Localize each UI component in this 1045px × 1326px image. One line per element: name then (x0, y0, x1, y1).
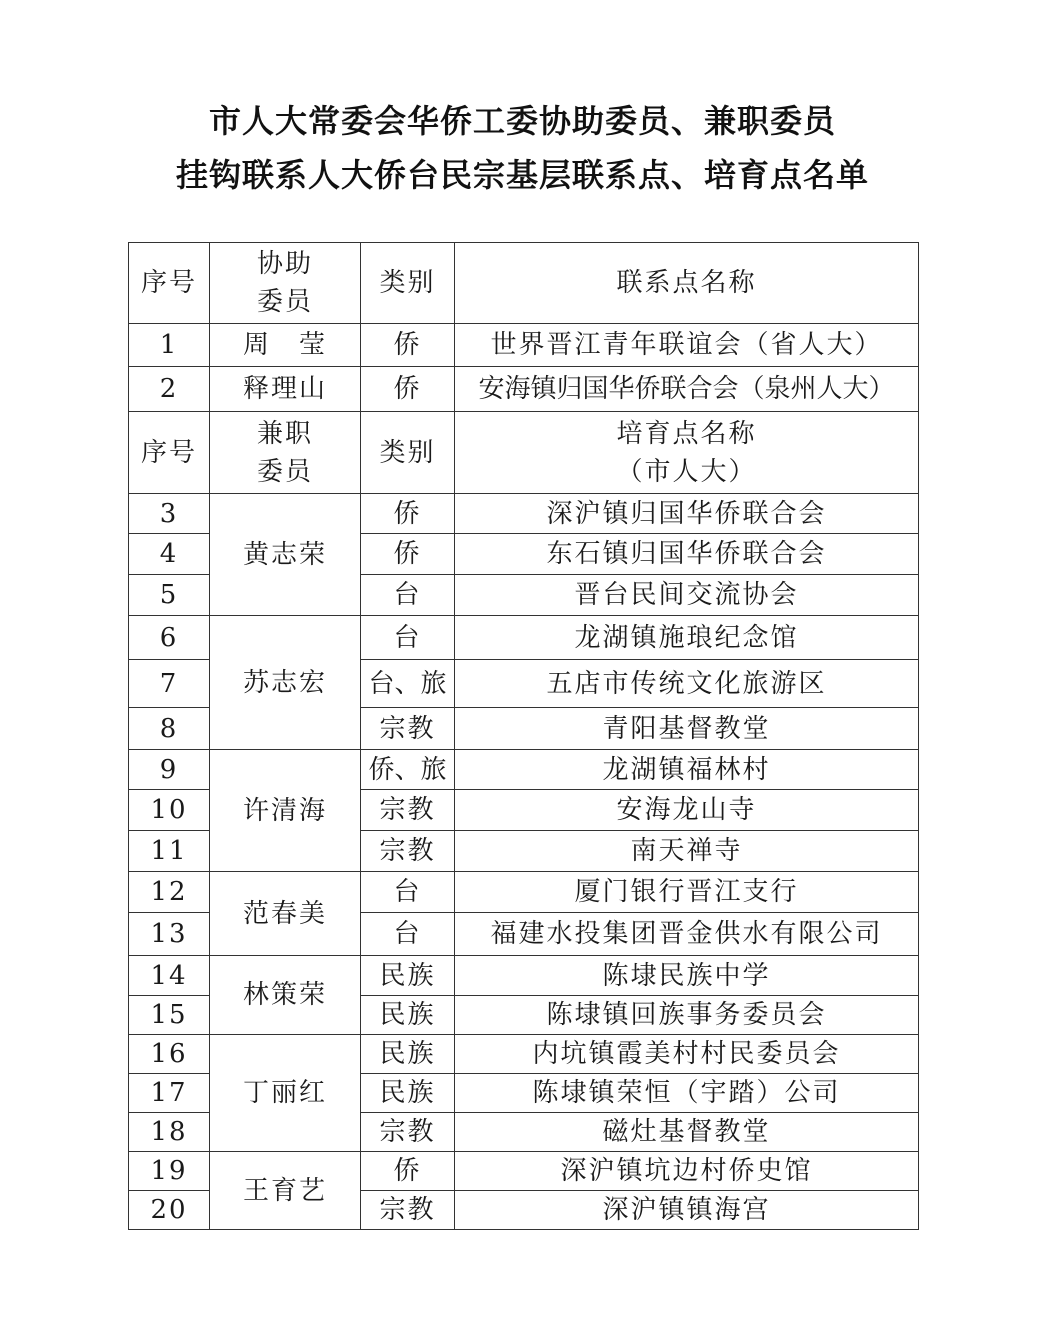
table-row (129, 616, 919, 660)
row-seq: 16 (129, 1035, 210, 1074)
table-header-row (129, 243, 919, 324)
row-seq: 9 (129, 750, 210, 790)
header-assist-member (210, 243, 361, 324)
row-point-name: 安海镇归国华侨联合会（泉州人大） (455, 367, 919, 412)
header-parttime-member (210, 412, 361, 494)
row-point-name: 陈埭镇回族事务委员会 (455, 996, 919, 1035)
row-category: 宗教 (361, 708, 455, 750)
row-seq: 18 (129, 1113, 210, 1152)
row-seq: 4 (129, 534, 210, 575)
row-point-name: 陈埭民族中学 (455, 956, 919, 996)
row-category: 台、旅 (361, 660, 455, 708)
row-seq: 14 (129, 956, 210, 996)
row-point-name: 厦门银行晋江支行 (455, 872, 919, 913)
row-member: 苏志宏 (210, 616, 361, 750)
row-category: 侨 (361, 324, 455, 367)
row-point-name: 东石镇归国华侨联合会 (455, 534, 919, 575)
row-seq: 15 (129, 996, 210, 1035)
member-contact-table (128, 242, 919, 1230)
header-contact-point-name: 联系点名称 (455, 243, 919, 324)
row-category: 宗教 (361, 790, 455, 831)
row-member: 黄志荣 (210, 494, 361, 616)
row-seq: 1 (129, 324, 210, 367)
row-point-name: 陈埭镇荣恒（宇踏）公司 (455, 1074, 919, 1113)
header-assist-member-line-2: 委员 (256, 287, 313, 317)
row-seq: 20 (129, 1191, 210, 1230)
document-title-line-2: 挂钩联系人大侨台民宗基层联系点、培育点名单 (175, 156, 869, 194)
row-point-name: 晋台民间交流协会 (455, 575, 919, 616)
row-point-name: 青阳基督教堂 (455, 708, 919, 750)
row-point-name: 内坑镇霞美村村民委员会 (455, 1035, 919, 1074)
table-row (129, 324, 919, 367)
row-seq: 12 (129, 872, 210, 913)
header-cultivation-point-line-2: （市人大） (616, 456, 757, 487)
table-row (129, 1152, 919, 1191)
table-row (129, 956, 919, 996)
row-point-name: 南天禅寺 (455, 831, 919, 872)
row-point-name: 福建水投集团晋金供水有限公司 (455, 913, 919, 956)
row-category: 侨 (361, 367, 455, 412)
row-point-name: 磁灶基督教堂 (455, 1113, 919, 1152)
row-category: 侨、旅 (361, 750, 455, 790)
row-point-name: 世界晋江青年联谊会（省人大） (455, 324, 919, 367)
row-member: 释理山 (210, 367, 361, 412)
row-category: 民族 (361, 956, 455, 996)
row-category: 侨 (361, 494, 455, 534)
header-cultivation-point-line-1: 培育点名称 (616, 418, 757, 449)
row-category: 民族 (361, 1074, 455, 1113)
row-seq: 2 (129, 367, 210, 412)
row-seq: 7 (129, 660, 210, 708)
header-category: 类别 (361, 243, 455, 324)
row-category: 民族 (361, 996, 455, 1035)
row-point-name: 龙湖镇施琅纪念馆 (455, 616, 919, 660)
row-seq: 17 (129, 1074, 210, 1113)
row-member: 丁丽红 (210, 1035, 361, 1152)
row-point-name: 深沪镇坑边村侨史馆 (455, 1152, 919, 1191)
row-seq: 19 (129, 1152, 210, 1191)
table-row (129, 1035, 919, 1074)
row-category: 宗教 (361, 1113, 455, 1152)
row-seq: 5 (129, 575, 210, 616)
row-category: 台 (361, 616, 455, 660)
header-cultivation-point-name (455, 412, 919, 494)
row-category: 民族 (361, 1035, 455, 1074)
header-category: 类别 (361, 412, 455, 494)
header-seq: 序号 (129, 243, 210, 324)
row-category: 侨 (361, 534, 455, 575)
row-category: 宗教 (361, 831, 455, 872)
row-point-name: 深沪镇归国华侨联合会 (455, 494, 919, 534)
row-category: 台 (361, 575, 455, 616)
row-member: 许清海 (210, 750, 361, 872)
header-parttime-member-line-1: 兼职 (256, 418, 313, 449)
row-point-name: 安海龙山寺 (455, 790, 919, 831)
row-member: 林策荣 (210, 956, 361, 1035)
table-header-row (129, 412, 919, 494)
header-seq: 序号 (129, 412, 210, 494)
row-member: 王育艺 (210, 1152, 361, 1230)
header-assist-member-line-1: 协助 (256, 249, 313, 279)
table-row (129, 750, 919, 790)
row-category: 台 (361, 872, 455, 913)
row-member: 范春美 (210, 872, 361, 956)
row-seq: 6 (129, 616, 210, 660)
row-seq: 10 (129, 790, 210, 831)
table-row (129, 872, 919, 913)
row-seq: 13 (129, 913, 210, 956)
table-row (129, 494, 919, 534)
row-point-name: 深沪镇镇海宫 (455, 1191, 919, 1230)
row-category: 宗教 (361, 1191, 455, 1230)
row-point-name: 五店市传统文化旅游区 (455, 660, 919, 708)
header-parttime-member-line-2: 委员 (256, 456, 313, 487)
row-point-name: 龙湖镇福林村 (455, 750, 919, 790)
row-seq: 8 (129, 708, 210, 750)
row-seq: 11 (129, 831, 210, 872)
row-member: 周 莹 (210, 324, 361, 367)
row-category: 台 (361, 913, 455, 956)
row-category: 侨 (361, 1152, 455, 1191)
row-seq: 3 (129, 494, 210, 534)
table-row (129, 367, 919, 412)
document-title-line-1: 市人大常委会华侨工委协助委员、兼职委员 (208, 102, 836, 140)
